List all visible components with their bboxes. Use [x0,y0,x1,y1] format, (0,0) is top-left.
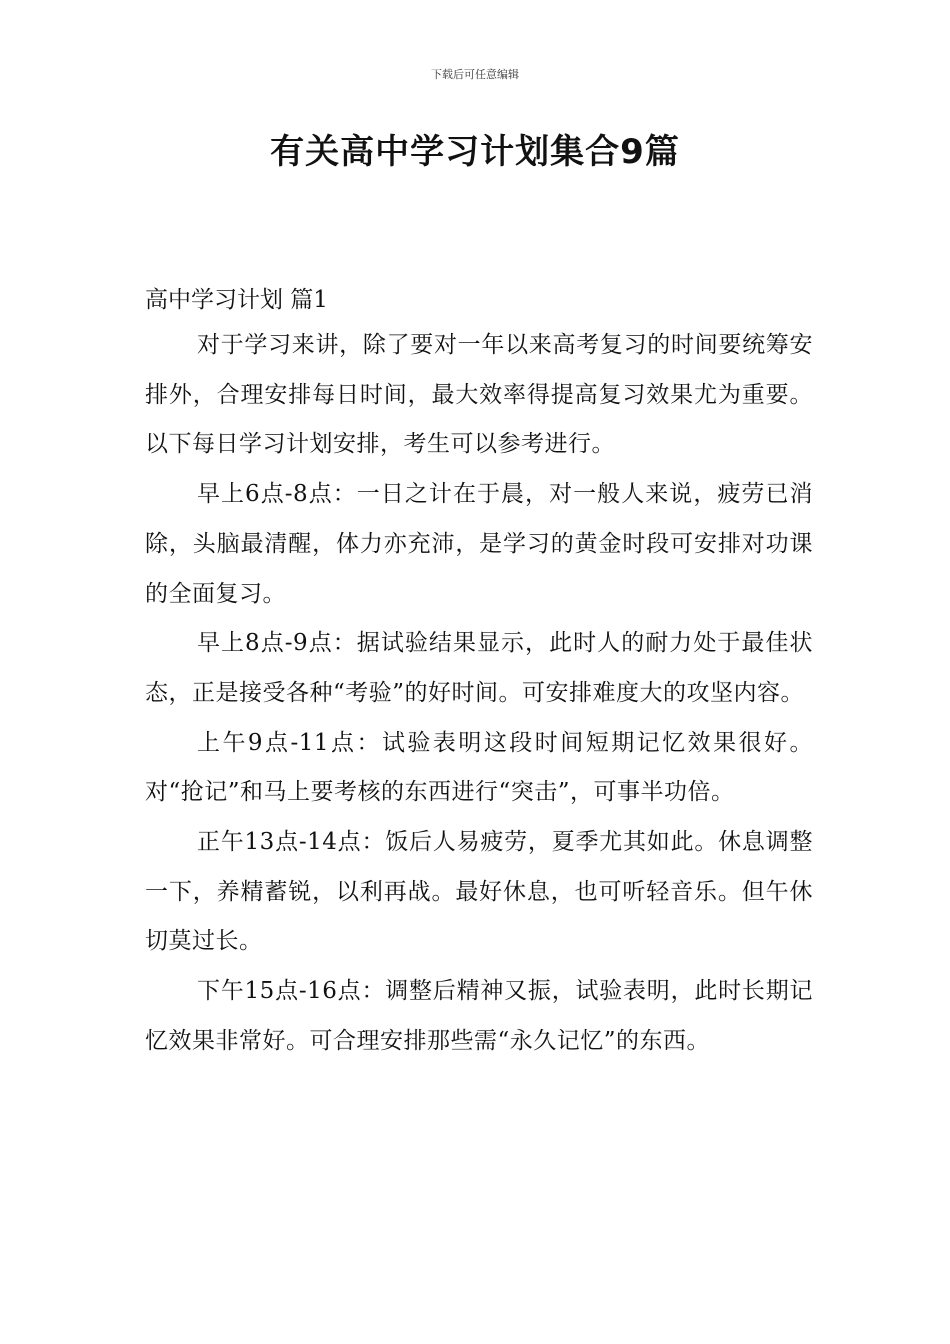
paragraph: 早上6点-8点：一日之计在于晨，对一般人来说，疲劳已消除，头脑最清醒，体力亦充沛，是学习的黄金时段可安排对功课的全面复习。 [145,481,813,607]
paragraph: 正午13点-14点：饭后人易疲劳，夏季尤其如此。休息调整一下，养精蓄锐，以利再战。最好休息，也可听轻音乐。但午休切莫过长。 [145,829,813,955]
paragraph: 上午9点-11点：试验表明这段时间短期记忆效果很好。对“抢记”和马上要考核的东西进行“突击”，可事半功倍。 [145,729,813,806]
header-note: 下载后可任意编辑 [431,68,519,81]
paragraph: 早上8点-9点：据试验结果显示，此时人的耐力处于最佳状态，正是接受各种“考验”的好时间。可安排难度大的攻坚内容。 [145,630,813,706]
document-title: 有关高中学习计划集合9篇 [270,132,680,172]
document-body [145,280,813,1067]
section-heading: 高中学习计划 篇1 [145,287,328,313]
paragraph: 下午15点-16点：调整后精神又振，试验表明，此时长期记忆效果非常好。可合理安排那些需“永久记忆”的东西。 [145,978,813,1054]
paragraph: 对于学习来讲，除了要对一年以来高考复习的时间要统筹安排外，合理安排每日时间，最大效率得提高复习效果尤为重要。以下每日学习计划安排，考生可以参考进行。 [145,332,813,458]
